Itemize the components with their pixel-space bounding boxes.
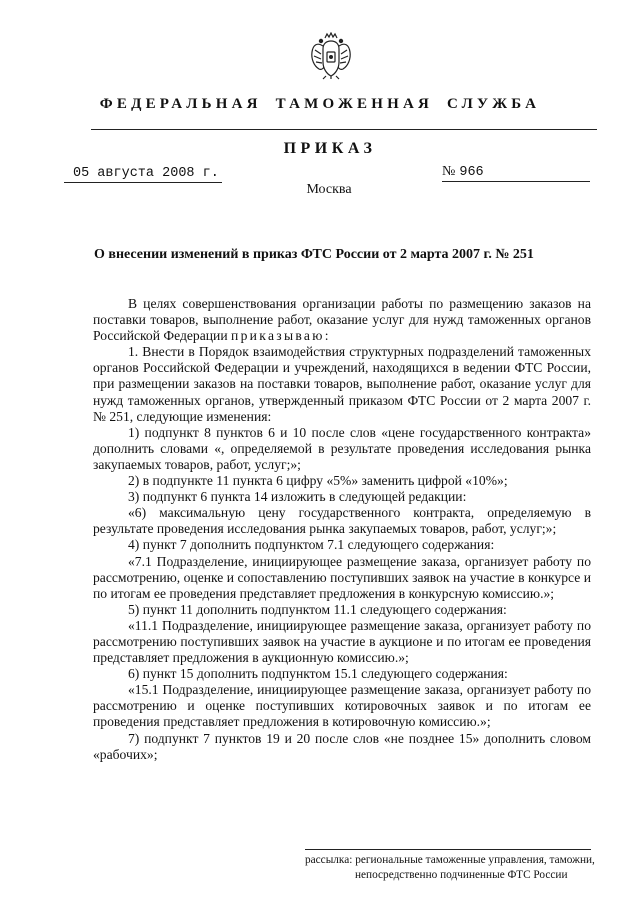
header-rule xyxy=(91,129,597,130)
document-subject: О внесении изменений в приказ ФТС России от 2 марта 2007 г. № 251 xyxy=(94,247,534,262)
document-date: 05 августа 2008 г. xyxy=(64,166,222,183)
city: Москва xyxy=(306,182,352,197)
paragraph: 6) пункт 15 дополнить подпунктом 15.1 следующего содержания: xyxy=(128,666,508,682)
paragraph: 2) в подпункте 11 пункта 6 цифру «5%» заменить цифрой «10%»; xyxy=(128,473,508,489)
distribution-list xyxy=(305,853,601,883)
double-headed-eagle-coat-of-arms-icon xyxy=(309,32,353,80)
paragraph: «15.1 Подразделение, инициирующее размещение заказа, организует работу по рассмотрению и оценке поступивших котировочных заявок и по итогам ее проведения представляет предложения в котировочную комиссию.»; xyxy=(93,682,591,730)
order-word: приказываю xyxy=(231,328,325,344)
document-body xyxy=(93,296,591,763)
paragraph: 5) пункт 11 дополнить подпунктом 11.1 следующего содержания: xyxy=(128,601,507,617)
agency-name: ФЕДЕРАЛЬНАЯ ТАМОЖЕННАЯ СЛУЖБА xyxy=(99,96,541,112)
distribution-line: непосредственно подчиненные ФТС России xyxy=(355,869,568,881)
paragraph: 1. Внести в Порядок взаимодействия структурных подразделений таможенных органов Российской Федерации и учреждений, находящихся в ведении ФТС России, при размещении заказов на поставки товаров, выполнение работ, оказание услуг для нужд таможенных органов, утвержденный приказом ФТС России от 2 марта 2007 г. № 251, следующие изменения: xyxy=(93,344,591,424)
distribution-line: рассылка: региональные таможенные управления, таможни, xyxy=(305,854,595,866)
document-number xyxy=(442,164,590,182)
paragraph: «6) максимальную цену государственного контракта, определяемую в результате проведения исследования рынка закупаемых товаров, работ, услуг;»; xyxy=(93,505,591,537)
document-type: ПРИКАЗ xyxy=(283,140,377,157)
paragraph: 1) подпункт 8 пунктов 6 и 10 после слов «цене государственного контракта» дополнить словами «, определяемой в результате проведения исследования рынка закупаемых товаров, работ, услуг;»; xyxy=(93,424,591,472)
intro-end: : xyxy=(324,328,329,344)
number-label: № xyxy=(442,164,456,179)
intro-text: В целях совершенствования организации работы по размещению заказов на поставки товаров, выполнение работ, оказание услуг для нужд таможенных органов Российской Федерации xyxy=(93,296,591,344)
paragraph: «7.1 Подразделение, инициирующее размещение заказа, организует работу по рассмотрению, оценке и сопоставлению поступивших заявок на участие в конкурсе и по итогам ее проведения представляет предложения в конкурсную комиссию.»; xyxy=(93,553,591,601)
distribution-rule xyxy=(305,849,591,850)
paragraph: «11.1 Подразделение, инициирующее размещение заказа, организует работу по рассмотрению поступивших заявок на участие в аукционе и по итогам ее проведения представляет предложения в аукционную комиссию.»; xyxy=(93,617,591,666)
paragraph: 4) пункт 7 дополнить подпунктом 7.1 следующего содержания: xyxy=(128,537,495,553)
paragraph: 7) подпункт 7 пунктов 19 и 20 после слов «не позднее 15» дополнить словом «рабочих»; xyxy=(93,730,591,762)
intro-paragraph xyxy=(93,296,591,344)
paragraph: 3) подпункт 6 пункта 14 изложить в следующей редакции: xyxy=(128,489,467,505)
number-value: 966 xyxy=(459,165,484,180)
